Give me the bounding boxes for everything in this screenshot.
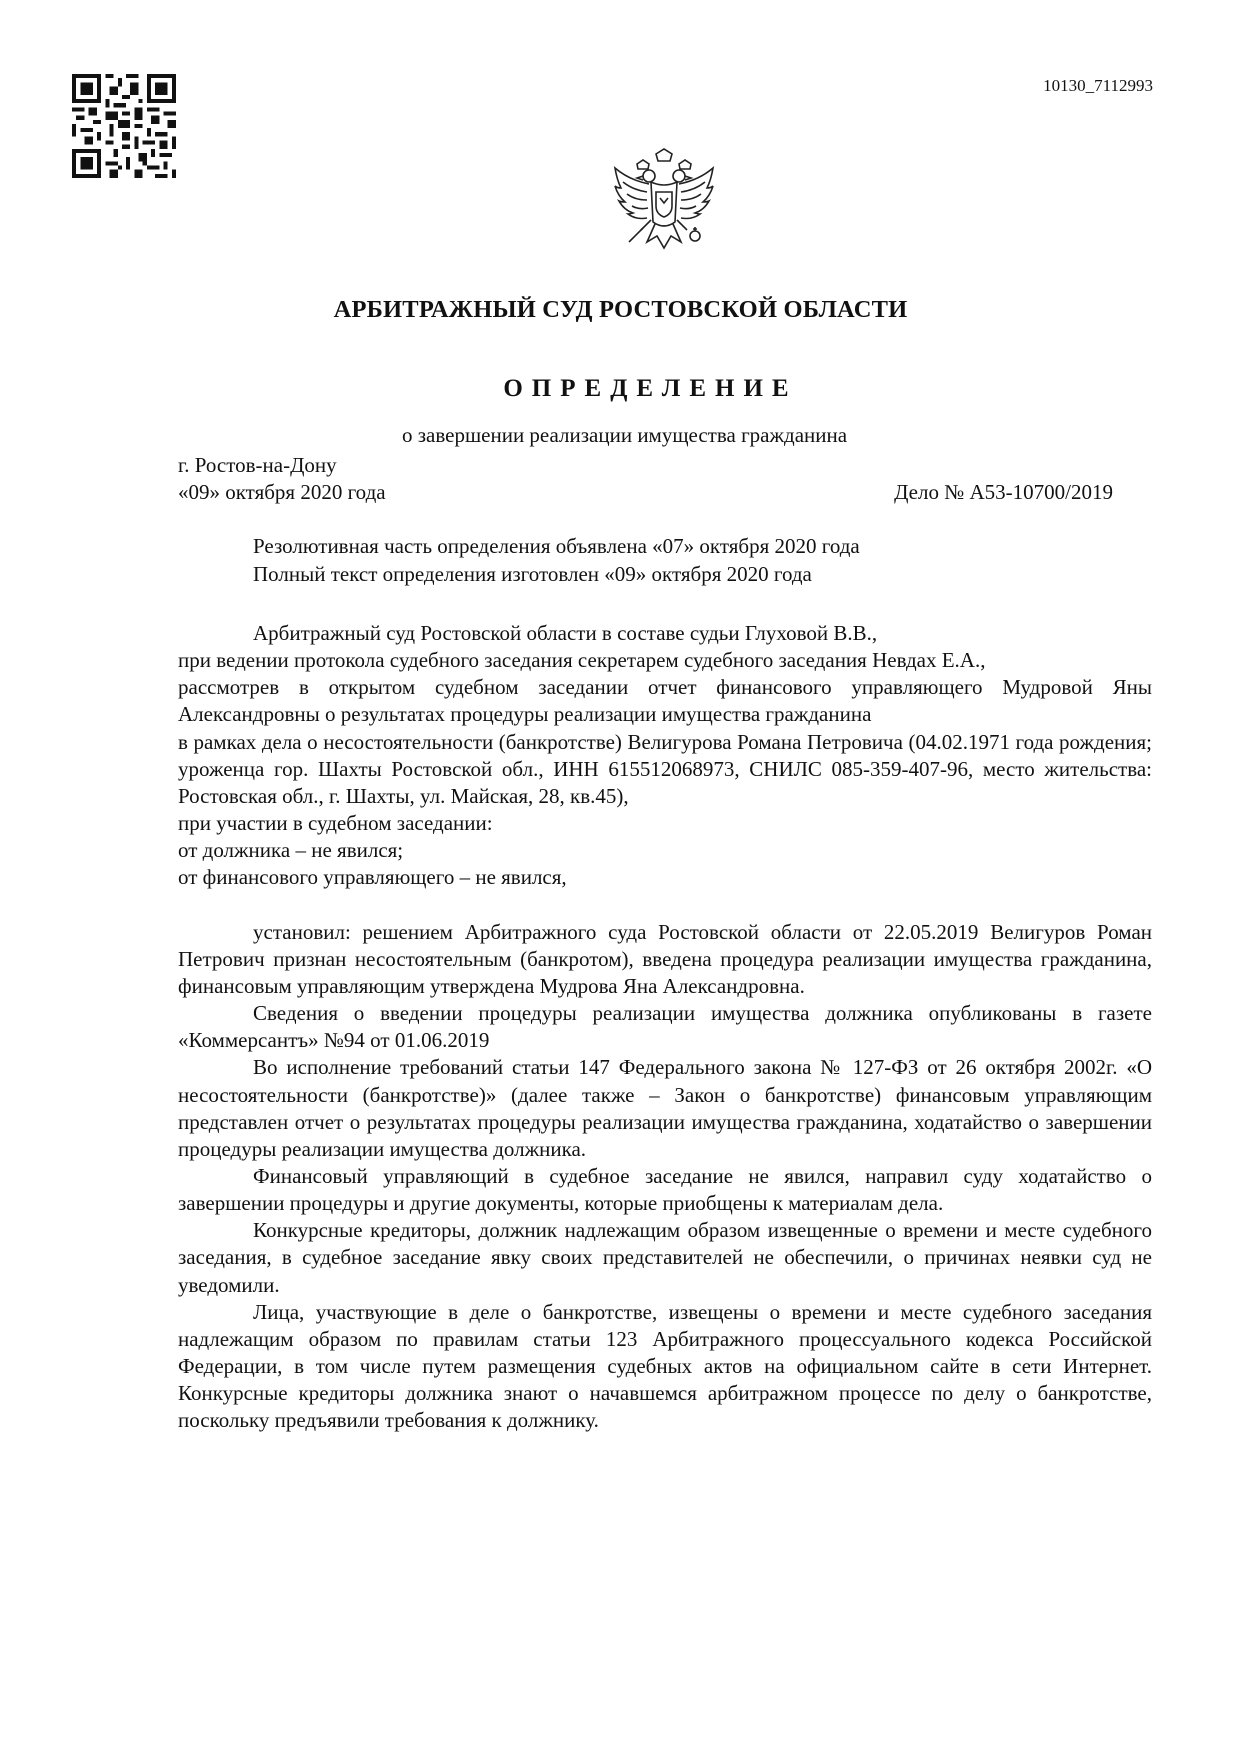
- established-paragraph: Лица, участвующие в деле о банкротстве, извещены о времени и месте судебного заседания надлежащим образом по правилам статьи 123 Арбитражного процессуального кодекса Российской Федерации, в том числе путем размещения судебных актов на официальном сайте в сети Интернет. Конкурсные кредиторы должника знают о начавшемся арбитражном процессе по делу о банкротстве, поскольку предъявили требования к должнику.: [178, 1299, 1152, 1433]
- intro-manager: от финансового управляющего – не явился,: [178, 865, 567, 890]
- established-paragraph: Во исполнение требований статьи 147 Федерального закона № 127-ФЗ от 26 октября 2002г. «О несостоятельности (банкротстве)» (далее также – Закон о банкротстве) финансовым управляющим представлен отчет о результатах процедуры реализации имущества гражданина, ходатайство о завершении процедуры реализации имущества должника.: [178, 1055, 1152, 1161]
- intro-debtor: от должника – не явился;: [178, 838, 404, 863]
- case-number: Дело № А53-10700/2019: [894, 480, 1113, 504]
- intro-considering: рассмотрев в открытом судебном заседании отчет финансового управляющего Мудровой Яны Александровны о результатах процедуры реализации имущества гражданина: [178, 675, 1152, 727]
- intro-secretary: при ведении протокола судебного заседания секретарем судебного заседания Невдах Е.А.,: [178, 648, 986, 673]
- intro-participation: при участии в судебном заседании:: [178, 811, 493, 836]
- established-paragraph: Финансовый управляющий в судебное заседание не явился, направил суду ходатайство о завершении процедуры и другие документы, которые приобщены к материалам дела.: [178, 1163, 1152, 1216]
- established-paragraph: Конкурсные кредиторы, должник надлежащим образом извещенные о времени и месте судебного заседания, в судебное заседание явку своих представителей не обеспечили, о причинах неявки суд не уведомили.: [178, 1218, 1152, 1297]
- city: г. Ростов-на-Дону: [178, 453, 337, 477]
- qr-code-icon: [72, 74, 176, 178]
- document-body: [178, 620, 1152, 1435]
- resolution-full-text: Полный текст определения изготовлен «09» октября 2020 года: [253, 562, 812, 586]
- coat-of-arms-icon: [611, 148, 717, 262]
- established-paragraph: установил: решением Арбитражного суда Ростовской области от 22.05.2019 Велигуров Роман Петрович признан несостоятельным (банкротом), введена процедура реализации имущества гражданина, финансовым управляющим утверждена Мудрова Яна Александровна.: [178, 919, 1152, 998]
- document-date: «09» октября 2020 года: [178, 480, 386, 504]
- document-subject: о завершении реализации имущества гражданина: [402, 423, 848, 447]
- document-id: 10130_7112993: [1043, 76, 1153, 95]
- intro-case-frame: в рамках дела о несостоятельности (банкротстве) Велигурова Романа Петровича (04.02.1971 года рождения; уроженца гор. Шахты Ростовской обл., ИНН 615512068973, СНИЛС 085-359-407-96, место жительства: Ростовская обл., г. Шахты, ул. Майская, 28, кв.45),: [178, 729, 1152, 808]
- intro-court-composition: Арбитражный суд Ростовской области в составе судьи Глуховой В.В.,: [253, 621, 878, 645]
- document-type-title: ОПРЕДЕЛЕНИЕ: [503, 375, 798, 402]
- court-name: АРБИТРАЖНЫЙ СУД РОСТОВСКОЙ ОБЛАСТИ: [333, 296, 908, 323]
- established-paragraph: Сведения о введении процедуры реализации имущества должника опубликованы в газете «Коммерсантъ» №94 от 01.06.2019: [178, 1001, 1152, 1053]
- resolution-announced: Резолютивная часть определения объявлена «07» октября 2020 года: [253, 534, 860, 558]
